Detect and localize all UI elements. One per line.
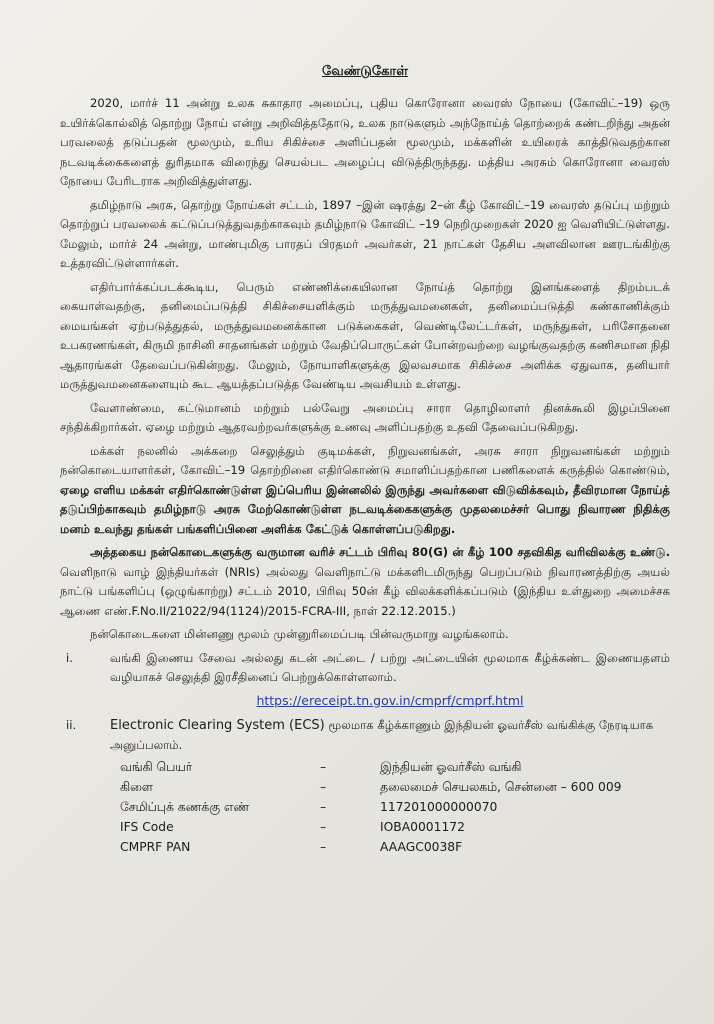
paragraph-4: வேளாண்மை, கட்டுமானம் மற்றும் பல்வேறு அமைப்பு சாரா தொழிலாளர் தினக்கூலி இழப்பினை சந்திக்கிறார்கள். ஏழை மற்றும் ஆதரவற்றவர்களுக்கு உணவு அளிப்பதற்கு உதவி தேவைப்படுகிறது. xyxy=(60,400,670,434)
bank-field-value: தலைமைச் செயலகம், சென்னை – 600 009 xyxy=(380,780,622,794)
bank-row xyxy=(120,837,622,857)
bank-field-label: வங்கி பெயர் xyxy=(120,760,193,774)
list-item-2 xyxy=(60,716,670,755)
bank-row xyxy=(120,817,622,837)
dash-separator: – xyxy=(320,760,327,774)
bank-field-label: கிளை xyxy=(120,780,153,794)
document-title: வேண்டுகோள் xyxy=(322,64,408,79)
dash-separator: – xyxy=(320,780,327,794)
paragraph-5-text: மக்கள் நலனில் அக்கறை செலுத்தும் குடிமக்கள், நிறுவனங்கள், அரசு சாரா நிறுவனங்கள் மற்றும் நன்கொடையாளர்கள், கோவிட்–19 தொற்றினை எதிர்கொண்டு சமாளிப்பதற்கான பணிகளைக் கருத்தில் கொண்டும், xyxy=(60,443,670,477)
bank-row xyxy=(120,777,622,797)
bank-field-label: சேமிப்புக் கணக்கு எண் xyxy=(120,800,250,814)
ereceipt-link[interactable]: https://ereceipt.tn.gov.in/cmprf/cmprf.html xyxy=(256,692,524,708)
bank-field-value: 117201000000070 xyxy=(380,800,498,814)
list-item-2-text: மூலமாக கீழ்க்காணும் இந்தியன் ஓவர்சீஸ் வங்கிக்கு நேரடியாக அனுப்பலாம். xyxy=(110,718,654,752)
bank-row xyxy=(120,757,622,777)
dash-separator: – xyxy=(320,800,327,814)
list-item-1-text: வங்கி இணைய சேவை அல்லது கடன் அட்டை / பற்று அட்டையின் மூலமாக கீழ்க்கண்ட இணையதளம் வழியாகச் செலுத்தி இரசீதினைப் பெற்றுக்கொள்ளலாம். xyxy=(110,650,670,684)
list-body xyxy=(110,716,670,755)
list-number: ii. xyxy=(66,718,77,732)
bank-field-label: IFS Code xyxy=(120,820,174,834)
list-number: i. xyxy=(66,650,73,665)
bank-field-value: இந்தியன் ஓவர்சீஸ் வங்கி xyxy=(380,760,522,774)
paragraph-5-appeal: ஏழை எளிய மக்கள் எதிர்கொண்டுள்ள இப்பெரிய இன்னலில் இருந்து அவர்களை விடுவிக்கவும், தீவிரமான நோய்த் தடுப்பிற்காகவும் தமிழ்நாடு அரசு மேற்கொண்டுள்ள நடவடிக்கைகளுக்கு முதலமைச்சர் பொது நிவாரண நிதிக்கு மனம் உவந்து தங்கள் பங்களிப்பினை அளிக்க கேட்டுக் கொள்ளப்படுகிறது. xyxy=(60,482,670,536)
paragraph-3: எதிர்பார்க்கப்படக்கூடிய, பெரும் எண்ணிக்கையிலான நோய்த் தொற்று இனங்களைத் திறம்படக் கையாள்வதற்கு, தனிமைப்படுத்தி சிகிச்சையளிக்கும் மருத்துவமனைகள், தனிமைப்படுத்தி கண்காணிக்கும் மையங்கள் ஏற்படுத்துதல், மருத்துவமனைக்கான படுக்கைகள், வெண்டிலேட்டர்கள், மருந்துகள், பரிசோதனை உபகரணங்கள், கிருமி நாசினி சாதனங்கள் மற்றும் வேதிப்பொருட்கள் போன்றவற்றை வழங்குவதற்கு கணிசமான நிதி ஆதாரங்கள் தேவைப்படுகின்றது. மேலும், நோயாளிகளுக்கு இலவசமாக சிகிச்சை அளிக்க ஏதுவாக, தனியார் மருத்துவமனைகளையும் கூட ஆயத்தப்படுத்த வேண்டிய அவசியம் உள்ளது. xyxy=(60,279,670,391)
paragraph-1: 2020, மார்ச் 11 அன்று உலக சுகாதார அமைப்பு, புதிய கொரோனா வைரஸ் நோயை (கோவிட்–19) ஒரு உயிர்க்கொல்லித் தொற்று நோய் என்று அறிவித்ததோடு, உலக நாடுகளும் அந்நோய்த் தொற்றைக் கண்டறிந்து அதன் பரவலைத் தடுப்பதன் மூலமும், உரிய சிகிச்சை அளிப்பதன் மூலமும், மக்களின் உயிரைக் காத்திடுவதற்கான நடவடிக்கைகளைத் துரிதமாக விரைந்து செயல்பட அழைப்பு விடுத்திருந்தது. மத்திய அரசும் கொரோனா வைரஸ் நோயை பேரிடராக அறிவித்துள்ளது. xyxy=(60,96,670,188)
dash-separator: – xyxy=(320,820,327,834)
list-body xyxy=(110,649,670,713)
bank-field-value: IOBA0001172 xyxy=(380,820,465,834)
ecs-label: Electronic Clearing System (ECS) xyxy=(110,718,325,733)
dash-separator: – xyxy=(320,840,327,854)
bank-field-value: AAAGC0038F xyxy=(380,840,463,854)
paragraph-7: நன்கொடைகளை மின்னணு மூலம் முன்னுரிமைப்படி பின்வருமாறு வழங்கலாம். xyxy=(90,627,509,641)
bank-row xyxy=(120,797,622,817)
bank-details-table xyxy=(120,757,622,857)
bank-field-label: CMPRF PAN xyxy=(120,840,191,854)
paragraph-2: தமிழ்நாடு அரசு, தொற்று நோய்கள் சட்டம், 1897 –இன் ஷரத்து 2–ன் கீழ் கோவிட்–19 வைரஸ் தடுப்பு மற்றும் தொற்றுப் பரவலைக் கட்டுப்படுத்துவதற்காகவும் தமிழ்நாடு கோவிட் –19 நெறிமுறைகள் 2020 ஐ வெளியிட்டுள்ளது. மேலும், மார்ச் 24 அன்று, மாண்புமிகு பாரதப் பிரதமர் அவர்கள், 21 நாட்கள் தேசிய அளவிலான ஊரடங்கிற்கு உத்தரவிட்டுள்ளார்கள். xyxy=(60,197,670,270)
paragraph-5 xyxy=(60,442,670,540)
paragraph-6-text: வெளிநாடு வாழ் இந்தியர்கள் (NRIs) அல்லது வெளிநாட்டு மக்களிடமிருந்து பெறப்படும் நிவாரணத்திற்கு அயல் நாட்டு பங்களிப்பு (ஒழுங்காற்று) சட்டம் 2010, பிரிவு 50ன் கீழ் விலக்களிக்கப்படும் (இந்திய உள்துறை அமைச்சக ஆணை எண்.F.No.II/21022/94(1124)/2015-FCRA-III, நாள் 22.12.2015.) xyxy=(60,564,670,618)
paragraph-6 xyxy=(60,543,670,621)
tax-exemption-note: அத்தகைய நன்கொடைகளுக்கு வருமான வரிச் சட்டம் பிரிவு 80(G) ன் கீழ் 100 சதவிகித வரிவிலக்கு உண்டு. xyxy=(90,545,670,559)
list-item-1 xyxy=(60,649,670,713)
